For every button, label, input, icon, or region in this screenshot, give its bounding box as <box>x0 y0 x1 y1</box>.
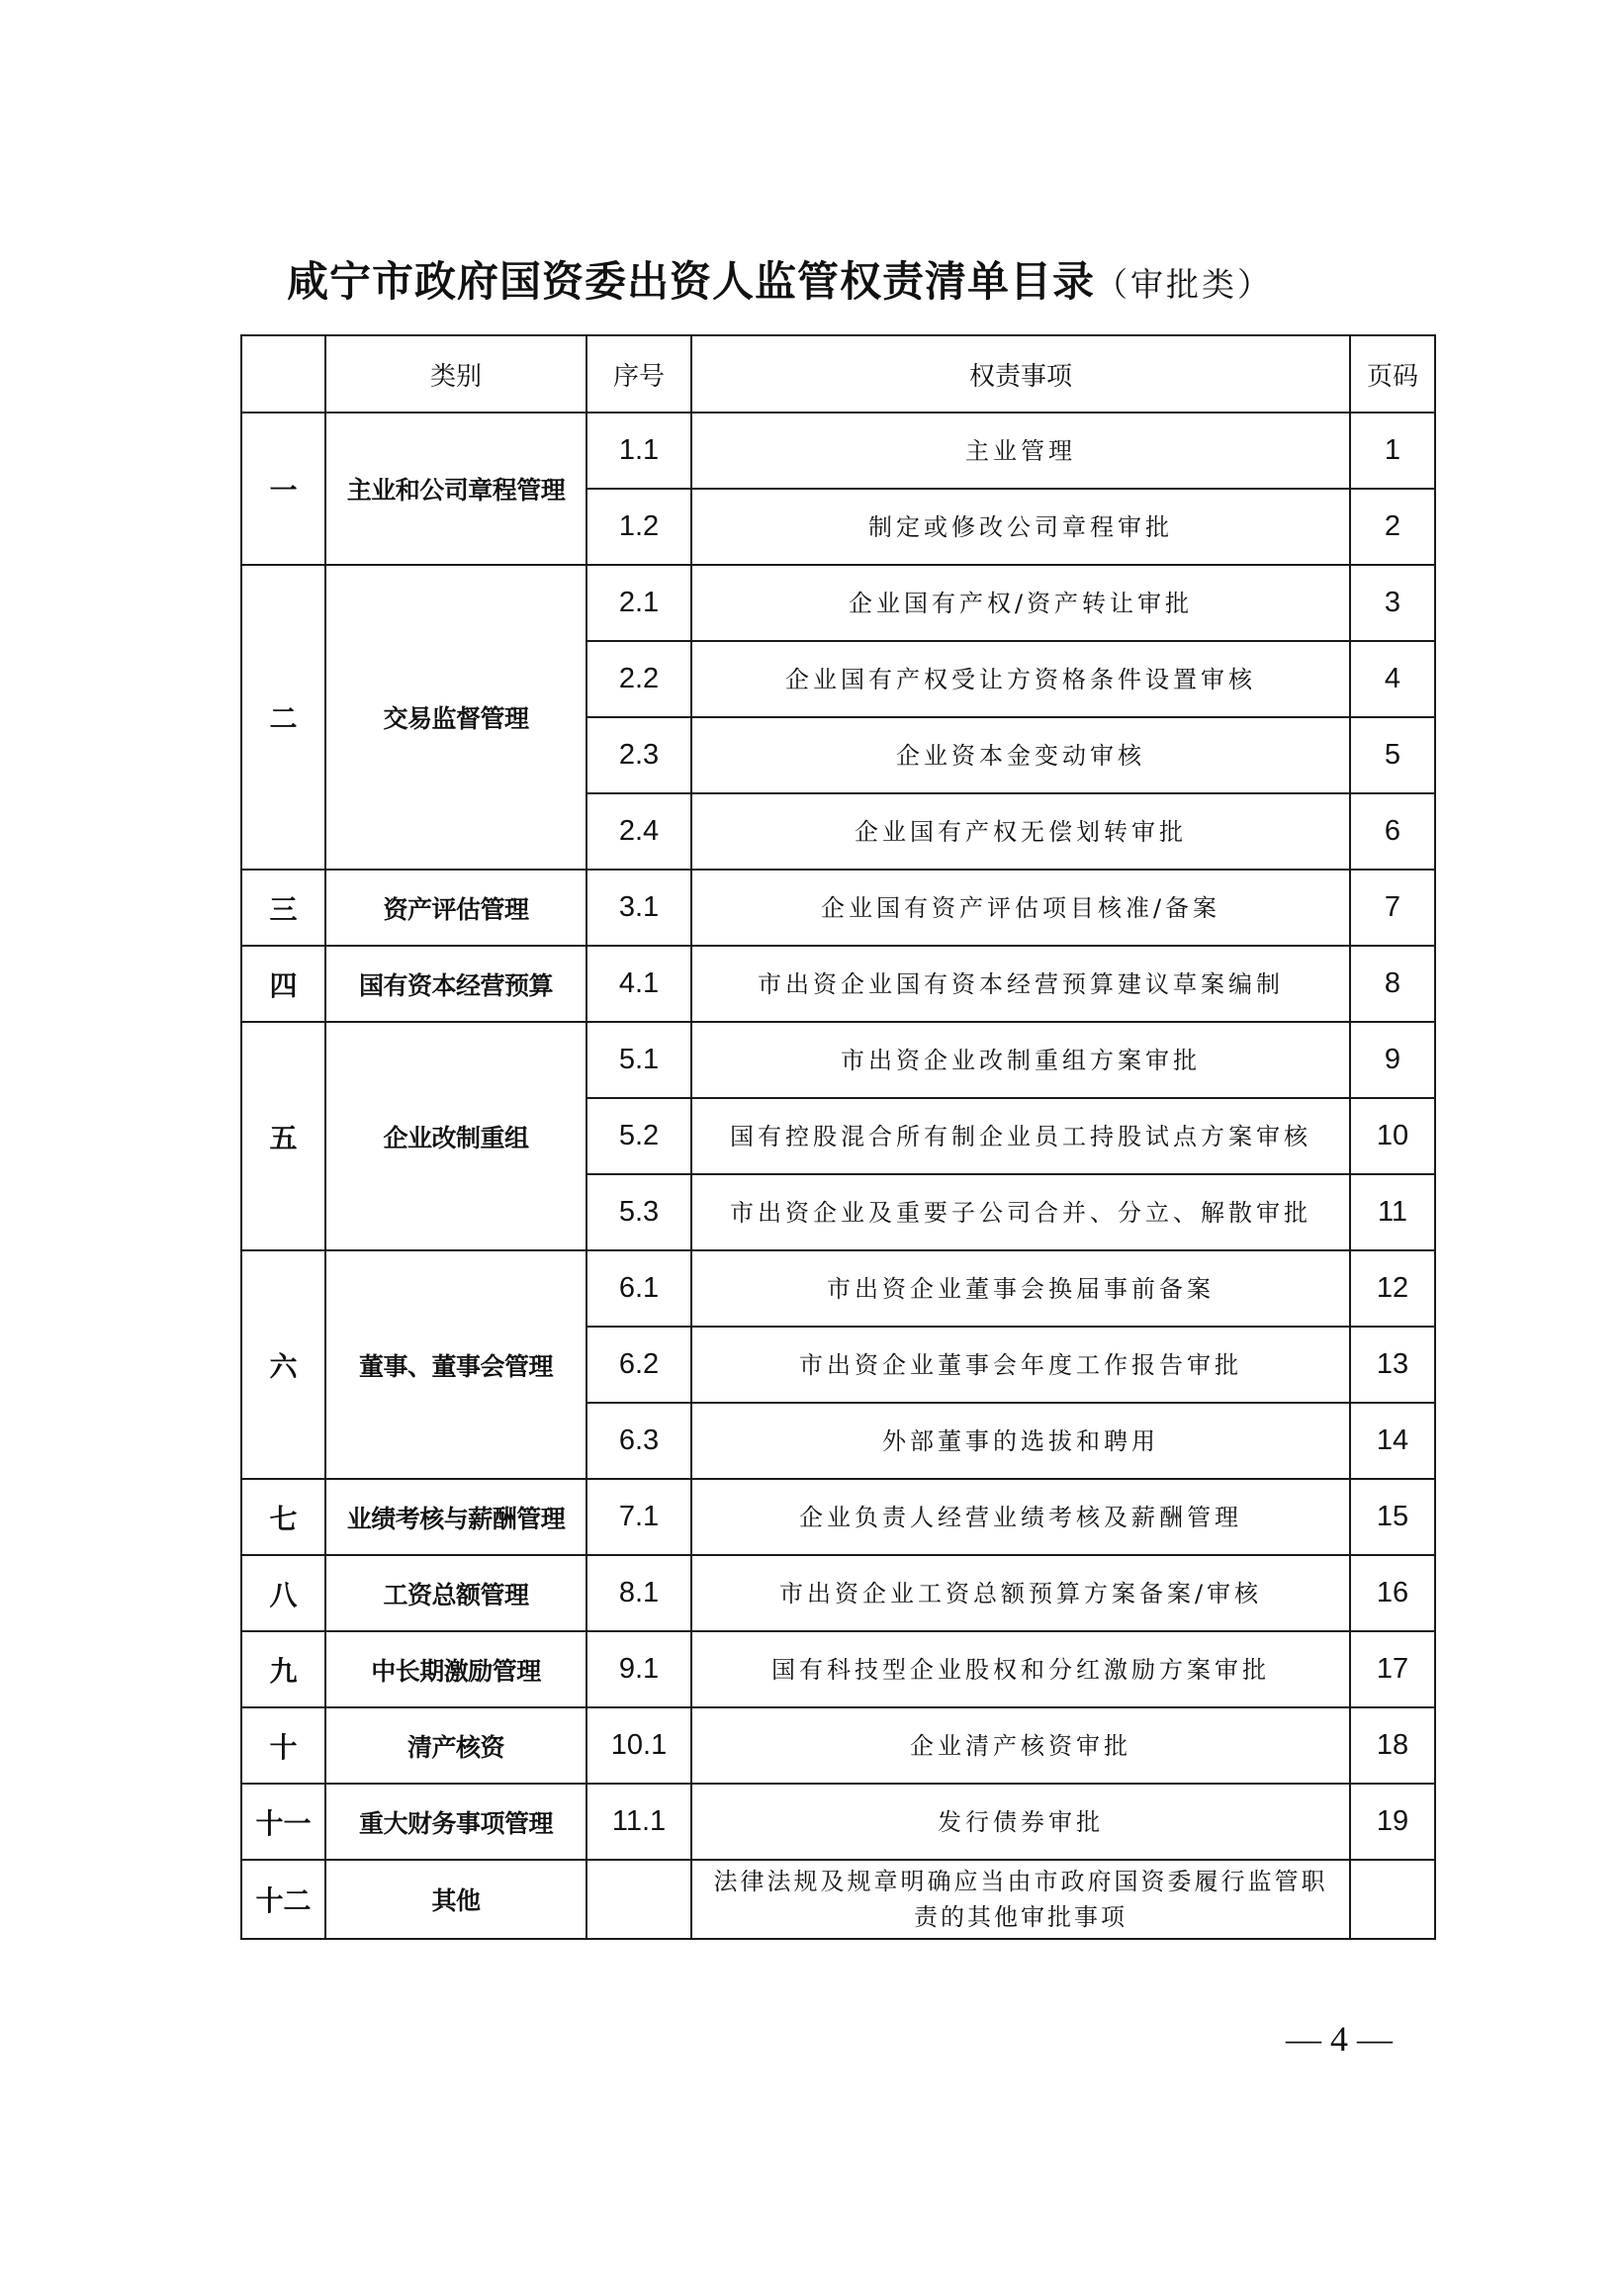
item-page: 3 <box>1350 565 1435 641</box>
item-name: 市出资企业董事会换届事前备案 <box>691 1250 1350 1327</box>
item-name: 主业管理 <box>691 413 1350 489</box>
item-page <box>1350 1860 1435 1939</box>
item-seq: 5.1 <box>586 1022 691 1098</box>
category-name: 重大财务事项管理 <box>325 1784 586 1860</box>
item-name: 市出资企业工资总额预算方案备案/审核 <box>691 1555 1350 1631</box>
category-number: 十二 <box>241 1860 325 1939</box>
item-page: 9 <box>1350 1022 1435 1098</box>
category-name: 工资总额管理 <box>325 1555 586 1631</box>
category-number: 四 <box>241 946 325 1022</box>
page-title <box>287 249 1434 309</box>
item-name: 外部董事的选拔和聘用 <box>691 1403 1350 1479</box>
table-row <box>241 1479 1435 1555</box>
item-name: 国有控股混合所有制企业员工持股试点方案审核 <box>691 1098 1350 1174</box>
item-page: 6 <box>1350 793 1435 870</box>
header-page: 页码 <box>1350 335 1435 413</box>
item-seq: 5.3 <box>586 1174 691 1250</box>
item-page: 18 <box>1350 1707 1435 1784</box>
category-name: 清产核资 <box>325 1707 586 1784</box>
item-name: 市出资企业国有资本经营预算建议草案编制 <box>691 946 1350 1022</box>
item-seq: 9.1 <box>586 1631 691 1707</box>
item-page: 19 <box>1350 1784 1435 1860</box>
table-row <box>241 1250 1435 1327</box>
table-row <box>241 1022 1435 1098</box>
item-page: 13 <box>1350 1327 1435 1403</box>
item-name: 国有科技型企业股权和分红激励方案审批 <box>691 1631 1350 1707</box>
category-number: 五 <box>241 1022 325 1250</box>
table-row <box>241 946 1435 1022</box>
category-number: 十一 <box>241 1784 325 1860</box>
item-name: 法律法规及规章明确应当由市政府国资委履行监管职责的其他审批事项 <box>691 1860 1350 1939</box>
category-number: 七 <box>241 1479 325 1555</box>
item-name: 发行债券审批 <box>691 1784 1350 1860</box>
item-page: 11 <box>1350 1174 1435 1250</box>
header-item: 权责事项 <box>691 335 1350 413</box>
item-name: 企业国有产权受让方资格条件设置审核 <box>691 641 1350 717</box>
item-name: 企业国有产权无偿划转审批 <box>691 793 1350 870</box>
item-seq: 8.1 <box>586 1555 691 1631</box>
item-page: 12 <box>1350 1250 1435 1327</box>
header-seq: 序号 <box>586 335 691 413</box>
item-page: 17 <box>1350 1631 1435 1707</box>
item-name: 企业资本金变动审核 <box>691 717 1350 793</box>
category-name: 国有资本经营预算 <box>325 946 586 1022</box>
category-number: 二 <box>241 565 325 870</box>
category-number: 八 <box>241 1555 325 1631</box>
item-seq: 10.1 <box>586 1707 691 1784</box>
item-seq: 2.4 <box>586 793 691 870</box>
item-name: 企业国有资产评估项目核准/备案 <box>691 870 1350 946</box>
category-number: 十 <box>241 1707 325 1784</box>
table-row <box>241 1784 1435 1860</box>
category-number: 三 <box>241 870 325 946</box>
table-row <box>241 565 1435 641</box>
table-body <box>241 413 1435 1939</box>
item-page: 7 <box>1350 870 1435 946</box>
table-header-row <box>241 335 1435 413</box>
table-row <box>241 1555 1435 1631</box>
category-name: 中长期激励管理 <box>325 1631 586 1707</box>
item-seq: 3.1 <box>586 870 691 946</box>
item-name: 市出资企业及重要子公司合并、分立、解散审批 <box>691 1174 1350 1250</box>
item-page: 10 <box>1350 1098 1435 1174</box>
item-seq: 1.1 <box>586 413 691 489</box>
item-seq: 5.2 <box>586 1098 691 1174</box>
item-seq: 2.3 <box>586 717 691 793</box>
item-page: 1 <box>1350 413 1435 489</box>
title-subtitle: （审批类） <box>1095 265 1274 304</box>
table-row <box>241 1631 1435 1707</box>
item-name: 企业负责人经营业绩考核及薪酬管理 <box>691 1479 1350 1555</box>
page-number: — 4 — <box>1286 2019 1393 2059</box>
item-seq: 7.1 <box>586 1479 691 1555</box>
category-name: 董事、董事会管理 <box>325 1250 586 1479</box>
item-page: 14 <box>1350 1403 1435 1479</box>
category-number: 一 <box>241 413 325 565</box>
category-number: 六 <box>241 1250 325 1479</box>
item-page: 4 <box>1350 641 1435 717</box>
table-row <box>241 1860 1435 1939</box>
category-name: 其他 <box>325 1860 586 1939</box>
table-row <box>241 413 1435 489</box>
item-seq: 2.2 <box>586 641 691 717</box>
title-main: 咸宁市政府国资委出资人监管权责清单目录 <box>287 257 1096 306</box>
item-seq <box>586 1860 691 1939</box>
table-row <box>241 870 1435 946</box>
category-name: 业绩考核与薪酬管理 <box>325 1479 586 1555</box>
item-page: 2 <box>1350 489 1435 565</box>
item-name: 企业清产核资审批 <box>691 1707 1350 1784</box>
item-page: 8 <box>1350 946 1435 1022</box>
item-page: 16 <box>1350 1555 1435 1631</box>
category-name: 企业改制重组 <box>325 1022 586 1250</box>
category-name: 主业和公司章程管理 <box>325 413 586 565</box>
category-name: 交易监督管理 <box>325 565 586 870</box>
item-seq: 6.3 <box>586 1403 691 1479</box>
item-name: 市出资企业改制重组方案审批 <box>691 1022 1350 1098</box>
responsibility-table <box>240 334 1436 1940</box>
item-seq: 11.1 <box>586 1784 691 1860</box>
item-name: 制定或修改公司章程审批 <box>691 489 1350 565</box>
item-page: 5 <box>1350 717 1435 793</box>
item-seq: 6.1 <box>586 1250 691 1327</box>
category-number: 九 <box>241 1631 325 1707</box>
item-seq: 1.2 <box>586 489 691 565</box>
item-page: 15 <box>1350 1479 1435 1555</box>
item-seq: 2.1 <box>586 565 691 641</box>
header-number <box>241 335 325 413</box>
header-category: 类别 <box>325 335 586 413</box>
item-seq: 4.1 <box>586 946 691 1022</box>
table-row <box>241 1707 1435 1784</box>
item-name: 企业国有产权/资产转让审批 <box>691 565 1350 641</box>
item-name: 市出资企业董事会年度工作报告审批 <box>691 1327 1350 1403</box>
item-seq: 6.2 <box>586 1327 691 1403</box>
category-name: 资产评估管理 <box>325 870 586 946</box>
